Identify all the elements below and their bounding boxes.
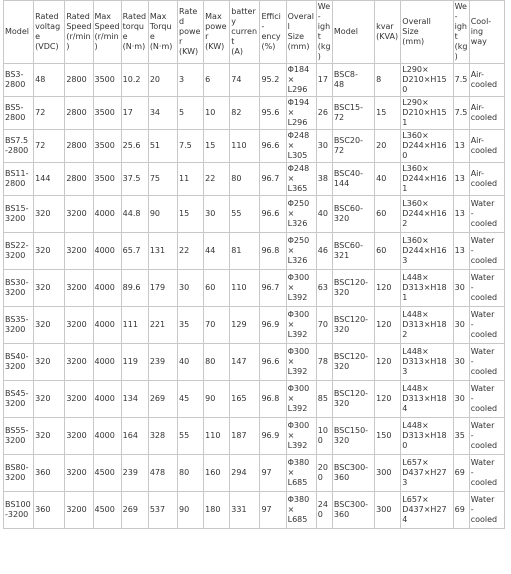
cell-rated-power: 7.5 bbox=[177, 130, 203, 163]
cell-rated-speed: 3200 bbox=[65, 455, 93, 492]
cell-rated-voltage: 320 bbox=[34, 270, 65, 307]
cell-battery-current: 55 bbox=[230, 196, 260, 233]
header-kvar: kvar (KVA) bbox=[375, 1, 401, 64]
cell-max-speed: 4500 bbox=[93, 455, 121, 492]
table-row bbox=[4, 64, 505, 97]
cell-model: BS15- 3200 bbox=[4, 196, 34, 233]
table-row bbox=[4, 418, 505, 455]
header-max-speed: Max Speed (r/min) bbox=[93, 1, 121, 64]
cell-model: BS22- 3200 bbox=[4, 233, 34, 270]
cell-rated-torque: 44.8 bbox=[121, 196, 148, 233]
cell-max-speed: 4000 bbox=[93, 418, 121, 455]
cell-rated-voltage: 360 bbox=[34, 455, 65, 492]
cell-battery-current: 294 bbox=[230, 455, 260, 492]
cell-weight: 70 bbox=[316, 307, 332, 344]
cell-max-power: 60 bbox=[204, 270, 230, 307]
cell-rated-torque: 111 bbox=[121, 307, 148, 344]
cell-rated-torque: 164 bbox=[121, 418, 148, 455]
cell-cooling-way: Water - cooled bbox=[469, 233, 504, 270]
cell-rated-speed: 2800 bbox=[65, 163, 93, 196]
table-row bbox=[4, 233, 505, 270]
cell-controller-model: BSC150- 320 bbox=[332, 418, 374, 455]
cell-controller-model: BSC60- 321 bbox=[332, 233, 374, 270]
cell-battery-current: 74 bbox=[230, 64, 260, 97]
cell-overall-size: Φ248× L365 bbox=[286, 163, 316, 196]
cell-rated-power: 3 bbox=[177, 64, 203, 97]
cell-kvar: 120 bbox=[375, 270, 401, 307]
cell-max-power: 10 bbox=[204, 97, 230, 130]
table-row bbox=[4, 344, 505, 381]
cell-controller-model: BSC120- 320 bbox=[332, 307, 374, 344]
cell-battery-current: 82 bbox=[230, 97, 260, 130]
cell-rated-voltage: 320 bbox=[34, 344, 65, 381]
cell-battery-current: 110 bbox=[230, 130, 260, 163]
cell-battery-current: 147 bbox=[230, 344, 260, 381]
cell-battery-current: 187 bbox=[230, 418, 260, 455]
table-row bbox=[4, 492, 505, 529]
cell-max-speed: 3500 bbox=[93, 130, 121, 163]
cell-rated-speed: 3200 bbox=[65, 418, 93, 455]
cell-controller-model: BSC20- 72 bbox=[332, 130, 374, 163]
cell-max-power: 90 bbox=[204, 381, 230, 418]
cell-efficiency: 96.7 bbox=[260, 163, 286, 196]
cell-rated-torque: 65.7 bbox=[121, 233, 148, 270]
cell-efficiency: 95.2 bbox=[260, 64, 286, 97]
cell-max-speed: 3500 bbox=[93, 64, 121, 97]
cell-kvar: 120 bbox=[375, 307, 401, 344]
cell-kvar: 20 bbox=[375, 130, 401, 163]
cell-efficiency: 97 bbox=[260, 455, 286, 492]
cell-max-speed: 4000 bbox=[93, 307, 121, 344]
cell-cooling-way: Water - cooled bbox=[469, 344, 504, 381]
header-controller-overall-size: Overall Size (mm) bbox=[401, 1, 453, 64]
cell-battery-current: 331 bbox=[230, 492, 260, 529]
cell-rated-power: 55 bbox=[177, 418, 203, 455]
header-overall-size: Overall Size (mm) bbox=[286, 1, 316, 64]
header-efficiency: Effici - ency (%) bbox=[260, 1, 286, 64]
cell-weight: 200 bbox=[316, 455, 332, 492]
cell-cooling-way: Water - cooled bbox=[469, 492, 504, 529]
table-row bbox=[4, 163, 505, 196]
cell-battery-current: 129 bbox=[230, 307, 260, 344]
cell-model: BS55- 3200 bbox=[4, 418, 34, 455]
cell-rated-speed: 3200 bbox=[65, 492, 93, 529]
cell-cooling-way: Air- cooled bbox=[469, 64, 504, 97]
cell-max-torque: 179 bbox=[148, 270, 177, 307]
cell-rated-power: 35 bbox=[177, 307, 203, 344]
cell-overall-size: Φ194× L296 bbox=[286, 97, 316, 130]
cell-kvar: 150 bbox=[375, 418, 401, 455]
header-cooling-way: Cool- ing way bbox=[469, 1, 504, 64]
cell-rated-voltage: 72 bbox=[34, 130, 65, 163]
cell-weight: 40 bbox=[316, 196, 332, 233]
cell-controller-weight: 7.5 bbox=[453, 97, 469, 130]
header-rated-speed: Rated Speed (r/min) bbox=[65, 1, 93, 64]
cell-overall-size: Φ250× L326 bbox=[286, 233, 316, 270]
cell-controller-model: BSC8- 48 bbox=[332, 64, 374, 97]
cell-rated-voltage: 320 bbox=[34, 381, 65, 418]
cell-controller-size: L448× D313×H180 bbox=[401, 418, 453, 455]
cell-rated-power: 11 bbox=[177, 163, 203, 196]
cell-max-speed: 4500 bbox=[93, 492, 121, 529]
cell-weight: 38 bbox=[316, 163, 332, 196]
cell-rated-torque: 239 bbox=[121, 455, 148, 492]
cell-overall-size: Φ380× L685 bbox=[286, 455, 316, 492]
cell-kvar: 300 bbox=[375, 492, 401, 529]
cell-controller-size: L448× D313×H183 bbox=[401, 344, 453, 381]
cell-kvar: 300 bbox=[375, 455, 401, 492]
cell-rated-speed: 3200 bbox=[65, 344, 93, 381]
cell-max-speed: 4000 bbox=[93, 270, 121, 307]
cell-controller-size: L448× D313×H181 bbox=[401, 270, 453, 307]
cell-controller-size: L360× D244×H162 bbox=[401, 196, 453, 233]
cell-kvar: 60 bbox=[375, 196, 401, 233]
cell-controller-weight: 7.5 bbox=[453, 64, 469, 97]
cell-controller-weight: 35 bbox=[453, 418, 469, 455]
header-max-power: Max power (KW) bbox=[204, 1, 230, 64]
cell-controller-size: L360× D244×H161 bbox=[401, 163, 453, 196]
cell-rated-speed: 3200 bbox=[65, 270, 93, 307]
cell-rated-power: 5 bbox=[177, 97, 203, 130]
cell-controller-model: BSC300- 360 bbox=[332, 455, 374, 492]
cell-cooling-way: Air- cooled bbox=[469, 97, 504, 130]
header-weight: We - ight (kg) bbox=[316, 1, 332, 64]
cell-efficiency: 96.6 bbox=[260, 196, 286, 233]
cell-rated-speed: 2800 bbox=[65, 97, 93, 130]
cell-rated-torque: 119 bbox=[121, 344, 148, 381]
table-row bbox=[4, 270, 505, 307]
table-row bbox=[4, 381, 505, 418]
table-row bbox=[4, 196, 505, 233]
cell-rated-voltage: 320 bbox=[34, 418, 65, 455]
cell-model: BS7.5 -2800 bbox=[4, 130, 34, 163]
cell-battery-current: 81 bbox=[230, 233, 260, 270]
cell-controller-weight: 30 bbox=[453, 270, 469, 307]
cell-rated-torque: 25.6 bbox=[121, 130, 148, 163]
header-rated-torque: Rated torque (N·m) bbox=[121, 1, 148, 64]
cell-model: BS3- 2800 bbox=[4, 64, 34, 97]
cell-cooling-way: Water - cooled bbox=[469, 270, 504, 307]
table-row bbox=[4, 455, 505, 492]
cell-max-torque: 20 bbox=[148, 64, 177, 97]
cell-controller-weight: 69 bbox=[453, 492, 469, 529]
cell-max-torque: 221 bbox=[148, 307, 177, 344]
cell-efficiency: 96.6 bbox=[260, 344, 286, 381]
cell-model: BS35- 3200 bbox=[4, 307, 34, 344]
cell-efficiency: 96.9 bbox=[260, 418, 286, 455]
cell-efficiency: 96.8 bbox=[260, 381, 286, 418]
cell-controller-model: BSC120- 320 bbox=[332, 270, 374, 307]
cell-battery-current: 110 bbox=[230, 270, 260, 307]
cell-kvar: 8 bbox=[375, 64, 401, 97]
cell-overall-size: Φ380× L685 bbox=[286, 492, 316, 529]
cell-model: BS30- 3200 bbox=[4, 270, 34, 307]
cell-cooling-way: Water - cooled bbox=[469, 455, 504, 492]
cell-overall-size: Φ300× L392 bbox=[286, 307, 316, 344]
cell-weight: 100 bbox=[316, 418, 332, 455]
cell-kvar: 40 bbox=[375, 163, 401, 196]
cell-cooling-way: Air- cooled bbox=[469, 163, 504, 196]
cell-kvar: 60 bbox=[375, 233, 401, 270]
header-rated-power: Rated power (KW) bbox=[177, 1, 203, 64]
cell-rated-voltage: 144 bbox=[34, 163, 65, 196]
cell-model: BS100 -3200 bbox=[4, 492, 34, 529]
cell-overall-size: Φ300× L392 bbox=[286, 418, 316, 455]
cell-controller-size: L360× D244×H163 bbox=[401, 233, 453, 270]
cell-controller-size: L657× D437×H273 bbox=[401, 455, 453, 492]
cell-cooling-way: Water - cooled bbox=[469, 196, 504, 233]
cell-overall-size: Φ300× L392 bbox=[286, 270, 316, 307]
cell-rated-speed: 2800 bbox=[65, 130, 93, 163]
cell-weight: 63 bbox=[316, 270, 332, 307]
cell-max-speed: 3500 bbox=[93, 163, 121, 196]
cell-controller-size: L290× D210×H150 bbox=[401, 64, 453, 97]
cell-battery-current: 80 bbox=[230, 163, 260, 196]
cell-max-power: 6 bbox=[204, 64, 230, 97]
cell-rated-voltage: 320 bbox=[34, 307, 65, 344]
cell-controller-model: BSC15- 72 bbox=[332, 97, 374, 130]
cell-overall-size: Φ300× L392 bbox=[286, 344, 316, 381]
cell-rated-power: 80 bbox=[177, 455, 203, 492]
cell-kvar: 120 bbox=[375, 344, 401, 381]
cell-cooling-way: Water - cooled bbox=[469, 418, 504, 455]
cell-max-speed: 4000 bbox=[93, 233, 121, 270]
cell-controller-weight: 30 bbox=[453, 381, 469, 418]
cell-rated-speed: 3200 bbox=[65, 233, 93, 270]
cell-controller-weight: 13 bbox=[453, 196, 469, 233]
cell-controller-size: L360× D244×H160 bbox=[401, 130, 453, 163]
cell-max-torque: 75 bbox=[148, 163, 177, 196]
header-row bbox=[4, 1, 505, 64]
cell-controller-size: L290× D210×H151 bbox=[401, 97, 453, 130]
cell-rated-torque: 89.6 bbox=[121, 270, 148, 307]
cell-model: BS45- 3200 bbox=[4, 381, 34, 418]
motor-spec-table bbox=[3, 0, 505, 529]
table-row bbox=[4, 97, 505, 130]
cell-max-power: 22 bbox=[204, 163, 230, 196]
cell-rated-voltage: 360 bbox=[34, 492, 65, 529]
cell-rated-speed: 3200 bbox=[65, 307, 93, 344]
cell-rated-speed: 2800 bbox=[65, 64, 93, 97]
cell-cooling-way: Water - cooled bbox=[469, 307, 504, 344]
cell-overall-size: Φ300× L392 bbox=[286, 381, 316, 418]
cell-rated-speed: 3200 bbox=[65, 196, 93, 233]
cell-controller-weight: 13 bbox=[453, 130, 469, 163]
cell-battery-current: 165 bbox=[230, 381, 260, 418]
cell-max-power: 180 bbox=[204, 492, 230, 529]
table-row bbox=[4, 307, 505, 344]
cell-controller-weight: 30 bbox=[453, 307, 469, 344]
cell-max-torque: 239 bbox=[148, 344, 177, 381]
cell-efficiency: 96.7 bbox=[260, 270, 286, 307]
header-rated-voltage: Rated voltage (VDC) bbox=[34, 1, 65, 64]
cell-rated-speed: 3200 bbox=[65, 381, 93, 418]
cell-max-torque: 328 bbox=[148, 418, 177, 455]
cell-rated-voltage: 320 bbox=[34, 196, 65, 233]
cell-max-power: 110 bbox=[204, 418, 230, 455]
cell-max-torque: 537 bbox=[148, 492, 177, 529]
cell-controller-size: L448× D313×H182 bbox=[401, 307, 453, 344]
cell-rated-voltage: 320 bbox=[34, 233, 65, 270]
cell-rated-torque: 10.2 bbox=[121, 64, 148, 97]
cell-efficiency: 97 bbox=[260, 492, 286, 529]
cell-rated-torque: 134 bbox=[121, 381, 148, 418]
cell-max-speed: 4000 bbox=[93, 381, 121, 418]
table-row bbox=[4, 130, 505, 163]
cell-max-power: 15 bbox=[204, 130, 230, 163]
cell-max-power: 80 bbox=[204, 344, 230, 381]
cell-controller-size: L448× D313×H184 bbox=[401, 381, 453, 418]
cell-model: BS80- 3200 bbox=[4, 455, 34, 492]
cell-rated-voltage: 48 bbox=[34, 64, 65, 97]
cell-efficiency: 96.9 bbox=[260, 307, 286, 344]
cell-max-power: 70 bbox=[204, 307, 230, 344]
cell-controller-model: BSC120- 320 bbox=[332, 381, 374, 418]
cell-weight: 240 bbox=[316, 492, 332, 529]
cell-max-power: 160 bbox=[204, 455, 230, 492]
cell-weight: 78 bbox=[316, 344, 332, 381]
table-body bbox=[4, 1, 505, 529]
cell-controller-weight: 13 bbox=[453, 233, 469, 270]
cell-max-torque: 478 bbox=[148, 455, 177, 492]
header-max-torque: Max Torque (N·m) bbox=[148, 1, 177, 64]
cell-controller-model: BSC300- 360 bbox=[332, 492, 374, 529]
cell-controller-weight: 30 bbox=[453, 344, 469, 381]
cell-weight: 17 bbox=[316, 64, 332, 97]
cell-overall-size: Φ184× L296 bbox=[286, 64, 316, 97]
cell-controller-size: L657× D437×H274 bbox=[401, 492, 453, 529]
cell-controller-weight: 69 bbox=[453, 455, 469, 492]
cell-rated-power: 45 bbox=[177, 381, 203, 418]
cell-max-torque: 51 bbox=[148, 130, 177, 163]
cell-model: BS11- 2800 bbox=[4, 163, 34, 196]
cell-controller-model: BSC120- 320 bbox=[332, 344, 374, 381]
header-controller-weight: We - ight (kg) bbox=[453, 1, 469, 64]
cell-weight: 46 bbox=[316, 233, 332, 270]
cell-max-torque: 269 bbox=[148, 381, 177, 418]
cell-cooling-way: Water - cooled bbox=[469, 381, 504, 418]
cell-rated-power: 22 bbox=[177, 233, 203, 270]
cell-max-speed: 4000 bbox=[93, 196, 121, 233]
cell-weight: 30 bbox=[316, 130, 332, 163]
cell-controller-model: BSC40- 144 bbox=[332, 163, 374, 196]
cell-rated-torque: 269 bbox=[121, 492, 148, 529]
cell-controller-model: BSC60- 320 bbox=[332, 196, 374, 233]
cell-max-speed: 4000 bbox=[93, 344, 121, 381]
cell-max-torque: 90 bbox=[148, 196, 177, 233]
cell-overall-size: Φ250× L326 bbox=[286, 196, 316, 233]
cell-max-power: 30 bbox=[204, 196, 230, 233]
spec-table-container bbox=[3, 0, 505, 529]
cell-kvar: 120 bbox=[375, 381, 401, 418]
cell-efficiency: 96.6 bbox=[260, 130, 286, 163]
cell-rated-power: 40 bbox=[177, 344, 203, 381]
cell-weight: 85 bbox=[316, 381, 332, 418]
cell-rated-voltage: 72 bbox=[34, 97, 65, 130]
cell-rated-torque: 37.5 bbox=[121, 163, 148, 196]
cell-rated-power: 30 bbox=[177, 270, 203, 307]
cell-rated-power: 15 bbox=[177, 196, 203, 233]
header-battery-current: battery current (A) bbox=[230, 1, 260, 64]
cell-weight: 26 bbox=[316, 97, 332, 130]
cell-max-torque: 34 bbox=[148, 97, 177, 130]
cell-kvar: 15 bbox=[375, 97, 401, 130]
cell-controller-weight: 13 bbox=[453, 163, 469, 196]
cell-model: BS40- 3200 bbox=[4, 344, 34, 381]
cell-overall-size: Φ248× L305 bbox=[286, 130, 316, 163]
cell-rated-power: 90 bbox=[177, 492, 203, 529]
cell-efficiency: 95.6 bbox=[260, 97, 286, 130]
header-model: Model bbox=[4, 1, 34, 64]
cell-max-power: 44 bbox=[204, 233, 230, 270]
cell-max-speed: 3500 bbox=[93, 97, 121, 130]
header-controller-model: Model bbox=[332, 1, 374, 64]
cell-rated-torque: 17 bbox=[121, 97, 148, 130]
cell-model: BS5- 2800 bbox=[4, 97, 34, 130]
cell-max-torque: 131 bbox=[148, 233, 177, 270]
cell-efficiency: 96.8 bbox=[260, 233, 286, 270]
cell-cooling-way: Air- cooled bbox=[469, 130, 504, 163]
